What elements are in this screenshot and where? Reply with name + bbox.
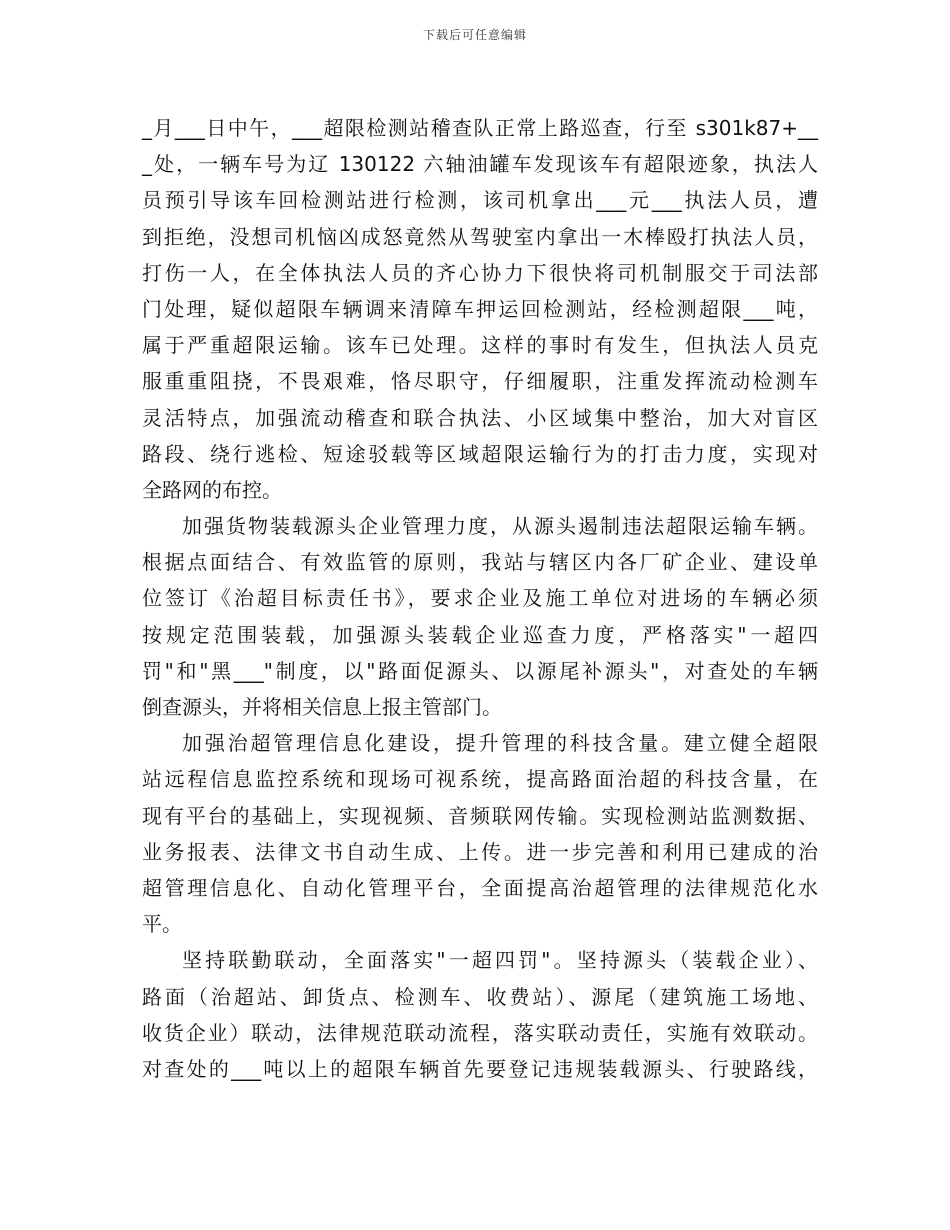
text-line: 站远程信息监控系统和现场可视系统，提高路面治超的科技含量，在 (142, 767, 818, 792)
text-line: 倒查源头，并将相关信息上报主管部门。 (142, 695, 502, 719)
paragraph (142, 942, 818, 1087)
text-line: 根据点面结合、有效监管的原则，我站与辖区内各厂矿企业、建设单 (142, 550, 818, 575)
text-line: 加强货物装载源头企业管理力度，从源头遏制违法超限运输车辆。 (182, 514, 818, 539)
text-line: 门处理，疑似超限车辆调来清障车押运回检测站，经检测超限___吨， (142, 296, 818, 321)
paragraph (142, 508, 818, 725)
text-line: 对查处的___吨以上的超限车辆首先要登记违规装载源头、行驶路线， (142, 1056, 818, 1081)
text-line: 属于严重超限运输。该车已处理。这样的事时有发生，但执法人员克 (142, 333, 818, 358)
text-line: 罚"和"黑___"制度，以"路面促源头、以源尾补源头"，对查处的车辆 (142, 658, 818, 683)
page-header: 下载后可任意编辑 (422, 28, 527, 42)
paragraph (142, 725, 818, 942)
text-line: 平。 (142, 912, 182, 937)
text-line: 收货企业）联动，法律规范联动流程，落实联动责任，实施有效联动。 (142, 1020, 818, 1045)
text-line: 到拒绝，没想司机恼凶成怒竟然从驾驶室内拿出一木棒殴打执法人员， (142, 224, 818, 249)
text-line: 全路网的布控。 (142, 477, 282, 502)
text-line: 现有平台的基础上，实现视频、音频联网传输。实现检测站监测数据、 (142, 803, 818, 828)
text-line: 超管理信息化、自动化管理平台，全面提高治超管理的法律规范化水 (142, 875, 818, 900)
text-line: 坚持联勤联动，全面落实"一超四罚"。坚持源头（装载企业）、 (182, 948, 818, 973)
text-line: 位签订《治超目标责任书》，要求企业及施工单位对进场的车辆必须 (142, 586, 818, 611)
text-line: 灵活特点，加强流动稽查和联合执法、小区域集中整治，加大对盲区 (142, 405, 818, 430)
text-line: 按规定范围装载，加强源头装载企业巡查力度，严格落实"一超四 (142, 622, 818, 647)
text-line: 路段、绕行逃检、短途驳载等区域超限运输行为的打击力度，实现对 (142, 441, 818, 466)
paragraph (142, 110, 818, 508)
text-line: 业务报表、法律文书自动生成、上传。进一步完善和利用已建成的治 (142, 839, 818, 864)
text-line: 员预引导该车回检测站进行检测，该司机拿出___元___执法人员，遭 (142, 188, 818, 213)
text-line: 服重重阻挠，不畏艰难，恪尽职守，仔细履职，注重发挥流动检测车 (142, 369, 818, 394)
text-line: 打伤一人，在全体执法人员的齐心协力下很快将司机制服交于司法部 (142, 260, 818, 285)
text-line: 路面（治超站、卸货点、检测车、收费站）、源尾（建筑施工场地、 (142, 984, 818, 1009)
text-line: _处，一辆车号为辽 130122 六轴油罐车发现该车有超限迹象，执法人 (142, 152, 818, 177)
text-line: _月___日中午，___超限检测站稽查队正常上路巡查，行至 s301k87+__ (142, 116, 818, 140)
text-line: 加强治超管理信息化建设，提升管理的科技含量。建立健全超限 (182, 731, 818, 756)
document-body (142, 110, 818, 1087)
